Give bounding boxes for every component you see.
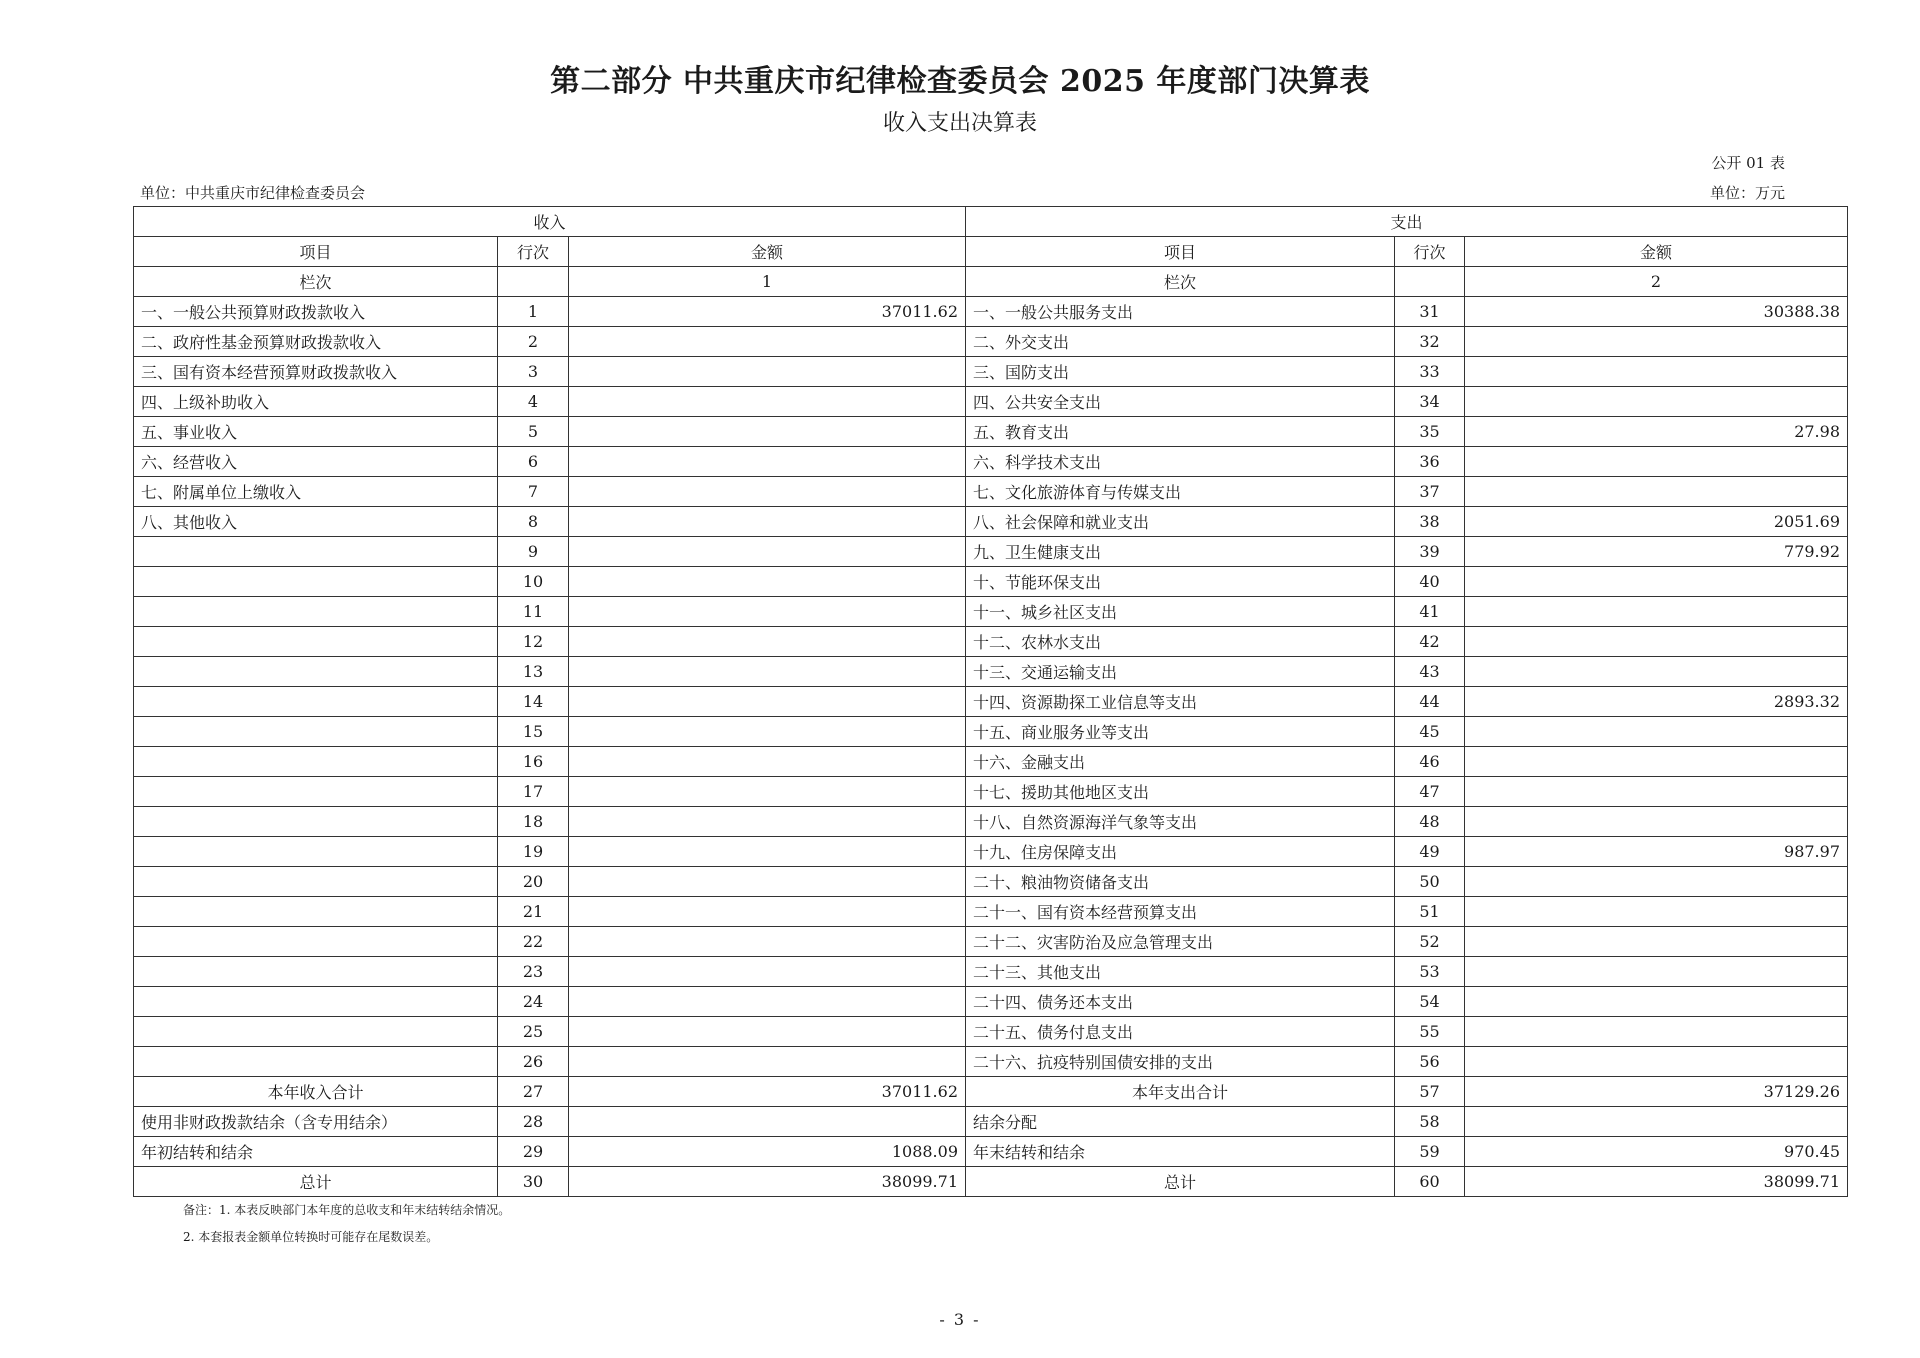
expense-line-cell: 54 [1395,987,1465,1017]
income-line-cell: 28 [498,1107,569,1137]
expense-index-blank [1395,267,1465,297]
expense-amount-cell [1465,1017,1848,1047]
expense-amount-cell [1465,597,1848,627]
expense-line-cell: 60 [1395,1167,1465,1197]
totals-row [134,1107,1848,1137]
expense-line-cell: 58 [1395,1107,1465,1137]
expense-item-cell: 十三、交通运输支出 [966,657,1395,687]
income-expense-table [133,206,1848,1197]
expense-amount-cell: 779.92 [1465,537,1848,567]
income-line-cell: 29 [498,1137,569,1167]
expense-line-cell: 44 [1395,687,1465,717]
expense-line-cell: 33 [1395,357,1465,387]
income-item-cell [134,837,498,867]
rows-row [134,387,1848,417]
income-line-cell: 20 [498,867,569,897]
income-amount-cell [569,477,966,507]
income-line-cell: 30 [498,1167,569,1197]
income-line-cell: 22 [498,927,569,957]
income-item-cell: 本年收入合计 [134,1077,498,1107]
income-amount-cell [569,447,966,477]
page-title: 第二部分 中共重庆市纪律检查委员会 2025 年度部门决算表 [550,64,1370,99]
expense-line-cell: 48 [1395,807,1465,837]
income-line-cell: 1 [498,297,569,327]
income-amount-cell: 1088.09 [569,1137,966,1167]
expense-item-cell: 总计 [966,1167,1395,1197]
expense-line-cell: 39 [1395,537,1465,567]
expense-line-cell: 57 [1395,1077,1465,1107]
income-line-cell: 16 [498,747,569,777]
income-amount-cell [569,387,966,417]
expense-item-cell: 十八、自然资源海洋气象等支出 [966,807,1395,837]
rows-row [134,1017,1848,1047]
income-item-cell [134,807,498,837]
income-amount-cell [569,807,966,837]
income-line-cell: 17 [498,777,569,807]
income-amount-cell [569,357,966,387]
rows-row [134,297,1848,327]
income-amount-cell [569,417,966,447]
income-item-cell: 二、政府性基金预算财政拨款收入 [134,327,498,357]
income-amount-cell [569,837,966,867]
expense-line-cell: 46 [1395,747,1465,777]
expense-amount-cell [1465,747,1848,777]
expense-item-cell: 十六、金融支出 [966,747,1395,777]
expense-line-cell: 40 [1395,567,1465,597]
expense-item-cell: 二十、粮油物资储备支出 [966,867,1395,897]
income-item-cell [134,897,498,927]
rows-row [134,807,1848,837]
expense-item-cell: 十七、援助其他地区支出 [966,777,1395,807]
expense-line-cell: 55 [1395,1017,1465,1047]
income-line-cell: 19 [498,837,569,867]
expense-amount-cell: 37129.26 [1465,1077,1848,1107]
form-code: 公开 01 表 [1711,154,1785,172]
income-line-cell: 27 [498,1077,569,1107]
income-item-cell [134,717,498,747]
expense-line-cell: 59 [1395,1137,1465,1167]
expense-line-cell: 41 [1395,597,1465,627]
expense-item-cell: 年末结转和结余 [966,1137,1395,1167]
income-item-cell: 七、附属单位上缴收入 [134,477,498,507]
expense-amount-cell [1465,717,1848,747]
expense-item-cell: 本年支出合计 [966,1077,1395,1107]
income-line-cell: 6 [498,447,569,477]
income-line-cell: 9 [498,537,569,567]
income-amount-cell [569,627,966,657]
expense-line-cell: 31 [1395,297,1465,327]
totals-row [134,1167,1848,1197]
income-line-cell: 11 [498,597,569,627]
expense-amount-cell: 27.98 [1465,417,1848,447]
income-line-cell: 24 [498,987,569,1017]
expense-amount-cell: 38099.71 [1465,1167,1848,1197]
income-amount-cell [569,507,966,537]
expense-line-cell: 56 [1395,1047,1465,1077]
rows-row [134,747,1848,777]
expense-item-cell: 二十五、债务付息支出 [966,1017,1395,1047]
income-item-cell [134,927,498,957]
expense-amount-cell [1465,447,1848,477]
income-amount-cell [569,567,966,597]
expense-amount-cell [1465,927,1848,957]
expense-line-header: 行次 [1395,237,1465,267]
rows-row [134,987,1848,1017]
income-amount-cell [569,327,966,357]
income-item-cell: 年初结转和结余 [134,1137,498,1167]
income-item-cell [134,867,498,897]
income-amount-cell [569,957,966,987]
expense-item-cell: 三、国防支出 [966,357,1395,387]
expense-amount-cell [1465,777,1848,807]
expense-line-cell: 32 [1395,327,1465,357]
income-line-cell: 8 [498,507,569,537]
note-2: 2. 本套报表金额单位转换时可能存在尾数误差。 [183,1230,439,1244]
expense-line-cell: 42 [1395,627,1465,657]
income-item-cell [134,1017,498,1047]
expense-line-cell: 35 [1395,417,1465,447]
income-item-cell [134,957,498,987]
income-line-cell: 3 [498,357,569,387]
expense-item-cell: 二十四、债务还本支出 [966,987,1395,1017]
expense-item-cell: 十四、资源勘探工业信息等支出 [966,687,1395,717]
expense-line-cell: 43 [1395,657,1465,687]
income-index-blank [498,267,569,297]
rows-row [134,927,1848,957]
income-line-cell: 10 [498,567,569,597]
expense-index-label: 栏次 [966,267,1395,297]
income-amount-cell: 37011.62 [569,1077,966,1107]
currency-unit: 单位：万元 [1709,184,1785,202]
expense-line-cell: 34 [1395,387,1465,417]
rows-row [134,537,1848,567]
income-item-cell [134,987,498,1017]
expense-line-cell: 38 [1395,507,1465,537]
page-number: - 3 - [939,1310,981,1329]
income-item-header: 项目 [134,237,498,267]
income-line-cell: 15 [498,717,569,747]
expense-amount-cell: 2051.69 [1465,507,1848,537]
income-line-cell: 12 [498,627,569,657]
expense-amount-cell: 30388.38 [1465,297,1848,327]
rows-row [134,627,1848,657]
rows-row [134,327,1848,357]
income-item-cell [134,687,498,717]
rows-row [134,507,1848,537]
expense-item-cell: 十一、城乡社区支出 [966,597,1395,627]
income-item-cell: 一、一般公共预算财政拨款收入 [134,297,498,327]
income-item-cell [134,597,498,627]
expense-line-cell: 36 [1395,447,1465,477]
income-line-cell: 26 [498,1047,569,1077]
income-section-header: 收入 [134,207,966,237]
income-amount-cell [569,1017,966,1047]
expense-amount-cell: 987.97 [1465,837,1848,867]
income-amount-cell [569,987,966,1017]
income-item-cell [134,627,498,657]
expense-amount-cell [1465,357,1848,387]
income-item-cell [134,567,498,597]
expense-item-cell: 八、社会保障和就业支出 [966,507,1395,537]
income-item-cell [134,777,498,807]
expense-item-header: 项目 [966,237,1395,267]
income-line-cell: 18 [498,807,569,837]
expense-amount-cell [1465,867,1848,897]
table-subtitle: 收入支出决算表 [882,111,1037,136]
section-header-row [134,207,1848,237]
income-item-cell [134,747,498,777]
expense-index-value: 2 [1465,267,1848,297]
rows-row [134,867,1848,897]
expense-amount-cell: 970.45 [1465,1137,1848,1167]
expense-line-cell: 49 [1395,837,1465,867]
income-line-cell: 14 [498,687,569,717]
expense-item-cell: 四、公共安全支出 [966,387,1395,417]
income-amount-cell: 38099.71 [569,1167,966,1197]
expense-item-cell: 一、一般公共服务支出 [966,297,1395,327]
expense-amount-cell [1465,477,1848,507]
income-amount-cell [569,687,966,717]
expense-amount-cell [1465,1107,1848,1137]
rows-row [134,417,1848,447]
income-item-cell: 八、其他收入 [134,507,498,537]
income-line-cell: 7 [498,477,569,507]
income-amount-cell [569,597,966,627]
rows-row [134,717,1848,747]
expense-amount-cell [1465,327,1848,357]
expense-amount-cell: 2893.32 [1465,687,1848,717]
note-1: 备注：1. 本表反映部门本年度的总收支和年末结转结余情况。 [183,1203,511,1217]
rows-row [134,357,1848,387]
rows-row [134,687,1848,717]
expense-amount-cell [1465,897,1848,927]
expense-item-cell: 十、节能环保支出 [966,567,1395,597]
income-item-cell [134,537,498,567]
income-line-cell: 2 [498,327,569,357]
expense-line-cell: 45 [1395,717,1465,747]
income-amount-cell [569,717,966,747]
income-amount-cell [569,777,966,807]
income-line-cell: 21 [498,897,569,927]
income-amount-cell [569,1107,966,1137]
income-item-cell: 四、上级补助收入 [134,387,498,417]
organization-unit: 单位：中共重庆市纪律检查委员会 [140,184,366,202]
income-item-cell: 三、国有资本经营预算财政拨款收入 [134,357,498,387]
income-amount-cell [569,897,966,927]
expense-line-cell: 53 [1395,957,1465,987]
income-line-cell: 4 [498,387,569,417]
income-amount-cell [569,537,966,567]
income-item-cell: 六、经营收入 [134,447,498,477]
income-amount-cell [569,747,966,777]
expense-line-cell: 51 [1395,897,1465,927]
rows-row [134,777,1848,807]
rows-row [134,837,1848,867]
rows-row [134,567,1848,597]
expense-item-cell: 十九、住房保障支出 [966,837,1395,867]
expense-amount-cell [1465,987,1848,1017]
income-amount-cell [569,927,966,957]
income-item-cell [134,657,498,687]
income-item-cell: 总计 [134,1167,498,1197]
income-index-label: 栏次 [134,267,498,297]
expense-amount-cell [1465,627,1848,657]
income-line-cell: 25 [498,1017,569,1047]
expense-item-cell: 十二、农林水支出 [966,627,1395,657]
column-header-row [134,237,1848,267]
income-item-cell: 五、事业收入 [134,417,498,447]
rows-row [134,447,1848,477]
column-index-row [134,267,1848,297]
expense-item-cell: 结余分配 [966,1107,1395,1137]
income-amount-cell [569,867,966,897]
expense-item-cell: 二十三、其他支出 [966,957,1395,987]
expense-amount-cell [1465,657,1848,687]
totals-row [134,1137,1848,1167]
expense-amount-header: 金额 [1465,237,1848,267]
expense-line-cell: 37 [1395,477,1465,507]
notes [183,1197,510,1251]
income-line-header: 行次 [498,237,569,267]
rows-row [134,957,1848,987]
income-amount-cell: 37011.62 [569,297,966,327]
expense-line-cell: 47 [1395,777,1465,807]
expense-amount-cell [1465,567,1848,597]
income-line-cell: 13 [498,657,569,687]
expense-item-cell: 二十二、灾害防治及应急管理支出 [966,927,1395,957]
expense-item-cell: 六、科学技术支出 [966,447,1395,477]
income-item-cell [134,1047,498,1077]
expense-amount-cell [1465,387,1848,417]
rows-row [134,597,1848,627]
expense-section-header: 支出 [966,207,1848,237]
rows-row [134,1047,1848,1077]
expense-item-cell: 二、外交支出 [966,327,1395,357]
income-index-value: 1 [569,267,966,297]
income-line-cell: 5 [498,417,569,447]
rows-row [134,477,1848,507]
income-amount-header: 金额 [569,237,966,267]
rows-row [134,657,1848,687]
income-amount-cell [569,657,966,687]
totals-row [134,1077,1848,1107]
expense-amount-cell [1465,1047,1848,1077]
income-item-cell: 使用非财政拨款结余（含专用结余） [134,1107,498,1137]
rows-row [134,897,1848,927]
expense-amount-cell [1465,807,1848,837]
expense-item-cell: 十五、商业服务业等支出 [966,717,1395,747]
expense-item-cell: 五、教育支出 [966,417,1395,447]
income-amount-cell [569,1047,966,1077]
expense-item-cell: 二十一、国有资本经营预算支出 [966,897,1395,927]
expense-item-cell: 九、卫生健康支出 [966,537,1395,567]
expense-item-cell: 七、文化旅游体育与传媒支出 [966,477,1395,507]
expense-line-cell: 50 [1395,867,1465,897]
expense-line-cell: 52 [1395,927,1465,957]
expense-item-cell: 二十六、抗疫特别国债安排的支出 [966,1047,1395,1077]
income-line-cell: 23 [498,957,569,987]
expense-amount-cell [1465,957,1848,987]
